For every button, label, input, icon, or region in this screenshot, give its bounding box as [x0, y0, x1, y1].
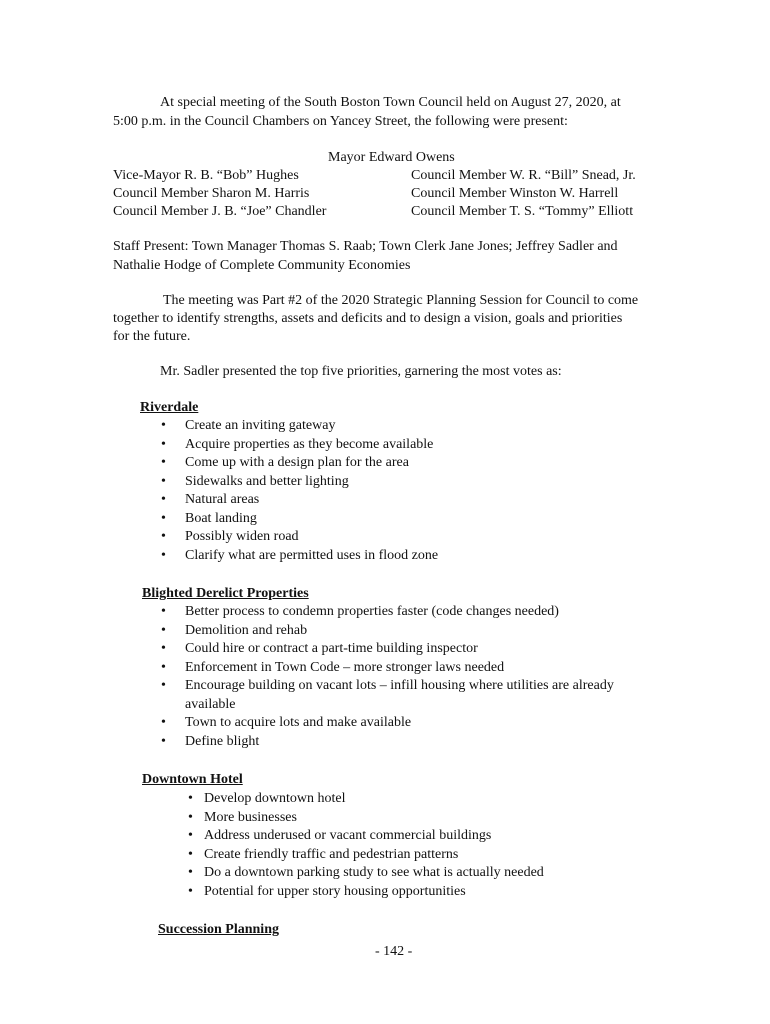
- staff-line-1: Staff Present: Town Manager Thomas S. Raab; Town Clerk Jane Jones; Jeffrey Sadler and: [113, 239, 618, 254]
- meeting-line-3: for the future.: [113, 329, 191, 344]
- bullet-icon: •: [161, 659, 166, 675]
- bullet-icon: •: [161, 455, 166, 470]
- list-item: • Town to acquire lots and make available: [161, 714, 655, 733]
- section-heading-downtown-hotel: Downtown Hotel: [142, 772, 243, 787]
- list-item: • Could hire or contract a part-time building inspector: [161, 640, 655, 659]
- section-heading-riverdale: Riverdale: [140, 400, 199, 415]
- riverdale-list: [161, 417, 438, 565]
- attendee-left-1: Vice-Mayor R. B. “Bob” Hughes: [113, 168, 299, 183]
- bullet-icon: •: [161, 492, 166, 507]
- bullet-icon: •: [161, 604, 166, 619]
- attendee-left-2: Council Member Sharon M. Harris: [113, 186, 310, 201]
- bullet-icon: •: [161, 473, 166, 489]
- bullet-icon: •: [161, 678, 166, 693]
- bullet-icon: •: [161, 510, 166, 526]
- attendee-left-3: Council Member J. B. “Joe” Chandler: [113, 204, 327, 219]
- list-item: • Natural areas: [161, 491, 438, 510]
- list-item: • Create friendly traffic and pedestrian patterns: [188, 846, 544, 865]
- blighted-list: [161, 603, 655, 751]
- downtown-hotel-list: [188, 790, 544, 901]
- bullet-icon: •: [161, 547, 166, 563]
- list-item: • Define blight: [161, 733, 655, 752]
- meeting-line-1: The meeting was Part #2 of the 2020 Strategic Planning Session for Council to come: [163, 293, 639, 308]
- list-item: • Demolition and rehab: [161, 622, 655, 641]
- bullet-icon: •: [161, 622, 166, 638]
- list-item: • Clarify what are permitted uses in flood zone: [161, 547, 438, 566]
- attendee-right-3: Council Member T. S. “Tommy” Elliott: [411, 204, 634, 219]
- list-item: • Possibly widen road: [161, 528, 438, 547]
- bullet-icon: •: [188, 846, 193, 862]
- intro-line-2: 5:00 p.m. in the Council Chambers on Yancey Street, the following were present:: [113, 114, 568, 129]
- bullet-icon: •: [188, 883, 193, 899]
- section-heading-blighted: Blighted Derelict Properties: [142, 586, 309, 601]
- list-item: • Do a downtown parking study to see what is actually needed: [188, 864, 544, 883]
- list-item: • Enforcement in Town Code – more stronger laws needed: [161, 659, 655, 678]
- bullet-icon: •: [161, 436, 166, 452]
- list-item: • Create an inviting gateway: [161, 417, 438, 436]
- attendee-mayor: Mayor Edward Owens: [328, 150, 455, 165]
- bullet-icon: •: [161, 715, 166, 730]
- list-item: • Boat landing: [161, 510, 438, 529]
- bullet-icon: •: [188, 791, 193, 806]
- attendee-right-1: Council Member W. R. “Bill” Snead, Jr.: [411, 168, 636, 183]
- list-item: • Acquire properties as they become available: [161, 436, 438, 455]
- list-item: • Encourage building on vacant lots – infill housing where utilities are already available: [161, 678, 614, 712]
- list-item: • Come up with a design plan for the area: [161, 454, 438, 473]
- list-item: • Better process to condemn properties faster (code changes needed): [161, 603, 655, 622]
- list-item: • Develop downtown hotel: [188, 790, 544, 809]
- bullet-icon: •: [188, 865, 193, 880]
- bullet-icon: •: [161, 418, 166, 433]
- presented-line: Mr. Sadler presented the top five priorities, garnering the most votes as:: [160, 364, 562, 379]
- list-item: • Potential for upper story housing opportunities: [188, 883, 544, 902]
- bullet-icon: •: [161, 641, 166, 656]
- page-number: - 142 -: [375, 944, 413, 959]
- staff-line-2: Nathalie Hodge of Complete Community Economies: [113, 258, 411, 273]
- attendee-right-2: Council Member Winston W. Harrell: [411, 186, 619, 201]
- bullet-icon: •: [188, 828, 193, 843]
- intro-line-1: At special meeting of the South Boston Town Council held on August 27, 2020, at: [160, 95, 621, 110]
- list-item: • Sidewalks and better lighting: [161, 473, 438, 492]
- meeting-line-2: together to identify strengths, assets and deficits and to design a vision, goals and priorities: [113, 311, 623, 326]
- list-item: • Address underused or vacant commercial buildings: [188, 827, 544, 846]
- section-heading-succession-planning: Succession Planning: [158, 922, 279, 937]
- bullet-icon: •: [161, 529, 166, 544]
- bullet-icon: •: [188, 809, 193, 825]
- bullet-icon: •: [161, 733, 166, 749]
- list-item: • More businesses: [188, 809, 544, 828]
